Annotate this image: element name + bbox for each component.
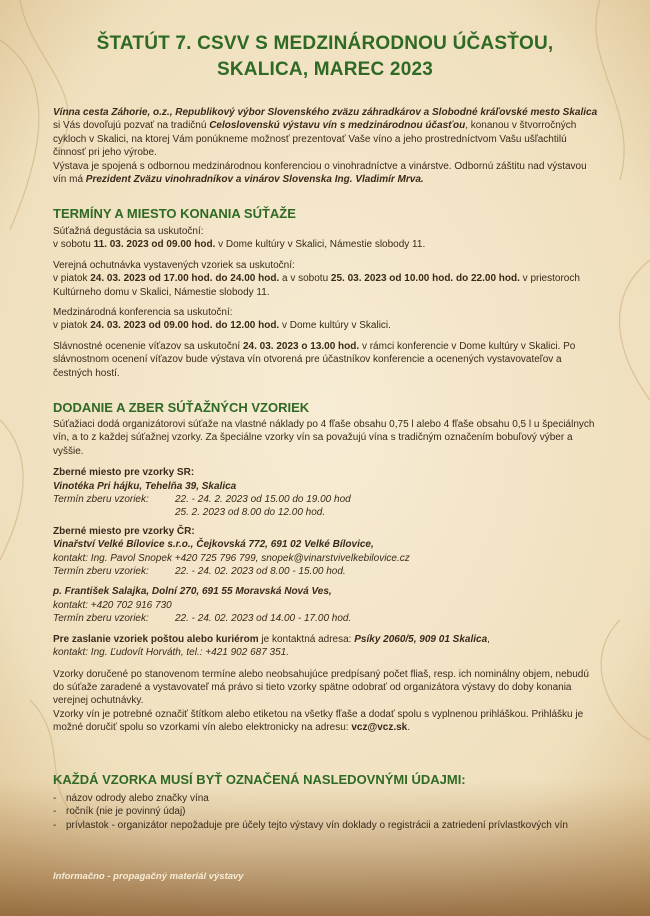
- list-item: - názov odrody alebo značky vína: [53, 792, 601, 805]
- sr-collection-term2: 25. 2. 2023 od 8.00 do 12.00 hod.: [175, 507, 326, 519]
- list-item: - prívlastok - organizátor nepožaduje pre účely tejto výstavy vín doklady o registrácii a zatriedení prívlastkových vín: [53, 819, 601, 832]
- intro-block: [53, 106, 601, 186]
- intro-paragraph: Vínna cesta Záhorie, o.z., Republikový výbor Slovenského zväzu záhradkárov a Slobodné kráľovské mesto Skalica si Vás dovoľujú pozvať na tradičnú Celoslovenskú výstavu vín s medzinárodnou účasťou, konanou v štvorročných cykloch v Skalici, na ktorej Vám ponúkneme možnosť prezentovať Vaše víno a jeho prostredníctvom Vašu ušľachtilú činnosť pri jeho výrobe.: [53, 107, 598, 159]
- labels-block: [53, 792, 601, 832]
- labelling-paragraph: Vzorky vín je potrebné označiť štítkom alebo etiketou na všetky fľaše a dodať spolu s vyplnenou prihláškou. Prihlášku je možné doručiť spolu so vzorkami vín alebo elektronicky na adresu: vcz@vcz.sk.: [53, 708, 584, 734]
- list-item: - ročník (nie je povinný údaj): [53, 805, 601, 818]
- awards-paragraph: Slávnostné ocenenie víťazov sa uskutoční 24. 03. 2023 o 13.00 hod. v rámci konferencie v Dome kultúry v Skalici. Po slávnostnom ocenení víťazov bude výstava vín otvorená pre účastníkov konferencie a ocenených vystavovateľov a čestných hostí.: [53, 340, 576, 379]
- document-title-line2: SKALICA, MAREC 2023: [216, 59, 433, 80]
- section-heading-labels: KAŽDÁ VZORKA MUSÍ BYŤ OZNAČENÁ NASLEDOVNÝMI ÚDAJMI:: [53, 772, 466, 787]
- post-delivery-paragraph: Pre zaslanie vzoriek poštou alebo kuriérom je kontaktná adresa: Psíky 2060/5, 909 01 Skalica,: [53, 633, 490, 645]
- terms-block: [53, 225, 601, 380]
- tasting-paragraph: Súťažná degustácia sa uskutoční: v sobotu 11. 03. 2023 od 09.00 hod. v Dome kultúry v Skalici, Námestie slobody 11.: [53, 226, 426, 251]
- post-delivery-contact: kontakt: Ing. Ľudovít Horváth, tel.: +421 902 687 351.: [53, 647, 289, 659]
- delivery-paragraph: Súťažiaci dodá organizátorovi súťaže na vlastné náklady po 4 fľaše obsahu 0,75 l alebo 4 fľaše obsahu 0,5 l u špeciálnych vín, a to z každej súťažnej vzorky. Za špeciálne vzorky vín sa považujú vína s tradičným označením bobuľový výber a vyššie.: [53, 419, 595, 457]
- delivery-block: [53, 418, 601, 735]
- cr1-contact: kontakt: Ing. Pavol Snopek +420 725 796 799, snopek@vinarstvivelkebilovice.cz: [53, 552, 410, 564]
- sr-collection-term: Termín zberu vzoriek: 22. - 24. 2. 2023 od 15.00 do 19.00 hod: [53, 494, 351, 506]
- sr-collection-label: Zberné miesto pre vzorky SR:: [53, 467, 195, 479]
- section-heading-terms: TERMÍNY A MIESTO KONANIA SÚŤAŽE: [53, 206, 296, 221]
- footer-note: Informačno - propagačný materiál výstavy: [53, 871, 244, 882]
- document-title-line1: ŠTATÚT 7. CSVV S MEDZINÁRODNOU ÚČASŤOU,: [96, 33, 554, 54]
- section-heading-delivery: DODANIE A ZBER SÚŤAŽNÝCH VZORIEK: [53, 400, 310, 415]
- label-requirements-list: [53, 792, 601, 832]
- cr1-place: Vinařství Velké Bílovice s.r.o., Čejkovská 772, 691 02 Velké Bílovice,: [53, 539, 374, 551]
- sr-collection-place: Vinotéka Pri hájku, Tehelňa 39, Skalica: [53, 480, 237, 492]
- cr2-term: Termín zberu vzoriek: 22. - 24. 02. 2023 od 14.00 - 17.00 hod.: [53, 613, 352, 625]
- cr2-place: p. František Salajka, Dolní 270, 691 55 Moravská Nová Ves,: [53, 586, 332, 598]
- public-tasting-paragraph: Verejná ochutnávka vystavených vzoriek sa uskutoční: v piatok 24. 03. 2023 od 17.00 hod. do 24.00 hod. a v sobotu 25. 03. 2023 od 10.00 hod. do 22.00 hod. v priestoroch Kultúrneho domu v Skalici, Námestie slobody 11.: [53, 259, 580, 298]
- cr-collection-label: Zberné miesto pre vzorky ČR:: [53, 525, 195, 537]
- intro-paragraph-2: Výstava je spojená s odbornou medzinárodnou konferenciou o vinohradníctve a vinárstve. Odbornú záštitu nad výstavou vín má Prezident Zväzu vinohradníkov a vinárov Slovenska Ing. Vladimír Mrva.: [53, 160, 587, 186]
- cr2-contact: kontakt: +420 702 916 730: [53, 599, 172, 611]
- conference-paragraph: Medzinárodná konferencia sa uskutoční: v piatok 24. 03. 2023 od 09.00 hod. do 12.00 hod. v Dome kultúry v Skalici.: [53, 307, 391, 332]
- late-samples-paragraph: Vzorky doručené po stanovenom termíne alebo neobsahujúce predpísaný počet fliaš, resp. ich nominálny objem, nebudú do súťaže zaradené a vystavovateľ má právo si tieto vzorky spätne odobrať od organizátora výstavy do doby konania verejnej ochutnávky.: [53, 668, 589, 707]
- cr1-term: Termín zberu vzoriek: 22. - 24. 02. 2023 od 8.00 - 15.00 hod.: [53, 566, 346, 578]
